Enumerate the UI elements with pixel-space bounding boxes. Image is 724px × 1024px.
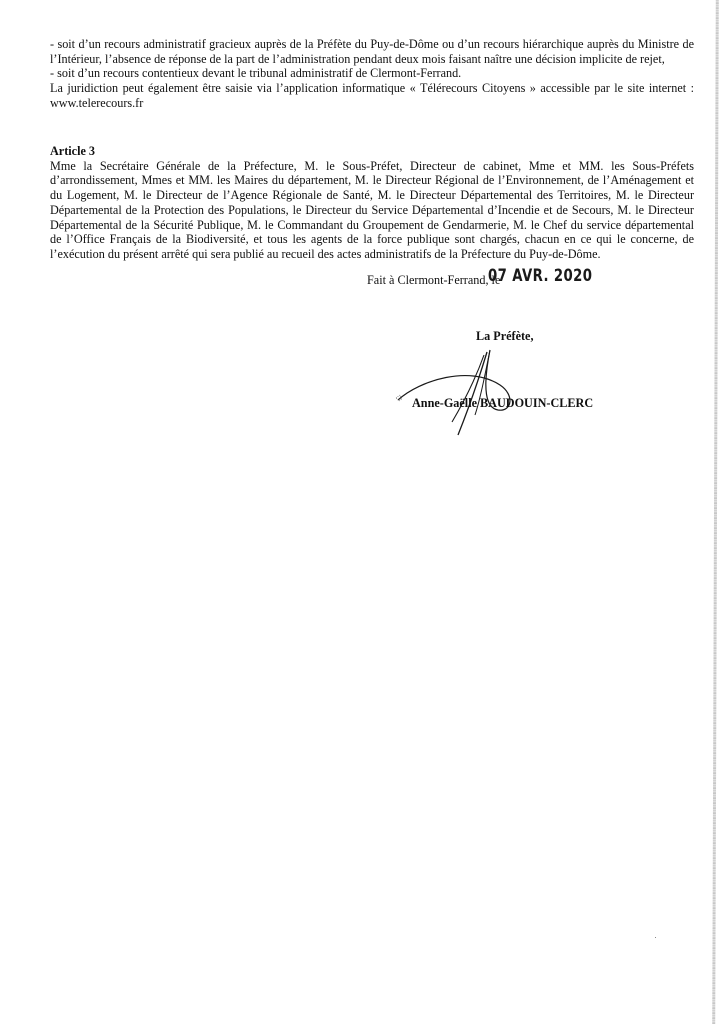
appeal-options-section (50, 37, 694, 111)
signer-name: Anne-Gaëlle BAUDOUIN-CLERC (412, 396, 594, 410)
telerecours-note: La juridiction peut également être saisie via l’application informatique « Télérecours Citoyens » accessible par le site internet : www.telerecours.fr (50, 81, 694, 110)
article-3-title: Article 3 (50, 144, 96, 158)
article-3-body: Mme la Secrétaire Générale de la Préfecture, M. le Sous-Préfet, Directeur de cabinet, Mme et MM. les Sous-Préfets d’arrondissement, Mmes et MM. les Maires du département, M. le Directeur Régional de l’Environnement, de l’Aménagement et du Logement, M. le Directeur de l’Agence Régionale de Santé, M. le Directeur Départemental des Territoires, M. le Directeur Départemental de la Protection des Populations, le Directeur du Service Départemental d’Incendie et de Secours, M. le Directeur Départemental de la Sécurité Publique, M. le Commandant du Groupement de Gendarmerie, M. le Chef du service départemental de l’Office Français de la Biodiversité, et tous les agents de la force publique sont chargés, chacun en ce qui le concerne, de l’exécution du présent arrêté qui sera publié au recueil des actes administratifs de la Préfecture du Puy-de-Dôme. (50, 158, 694, 261)
signatory-title: La Préfète, (476, 329, 534, 343)
handwritten-signature (390, 340, 530, 440)
date-stamp: 07 AVR. 2020 (488, 266, 593, 286)
article-3-section (50, 144, 694, 262)
appeal-option-contentious: - soit d’un recours contentieux devant le tribunal administratif de Clermont-Ferrand. (50, 66, 462, 81)
scan-speck (655, 937, 656, 938)
appeal-option-gracious: - soit d’un recours administratif gracieux auprès de la Préfète du Puy-de-Dôme ou d’un recours hiérarchique auprès du Ministre de l’Intérieur, l’absence de réponse de la part de l’administration pendant deux mois faisant naître une décision implicite de rejet, (50, 37, 694, 66)
place-and-date-label: Fait à Clermont-Ferrand, le (367, 273, 501, 287)
scan-page-edge (712, 0, 719, 1024)
